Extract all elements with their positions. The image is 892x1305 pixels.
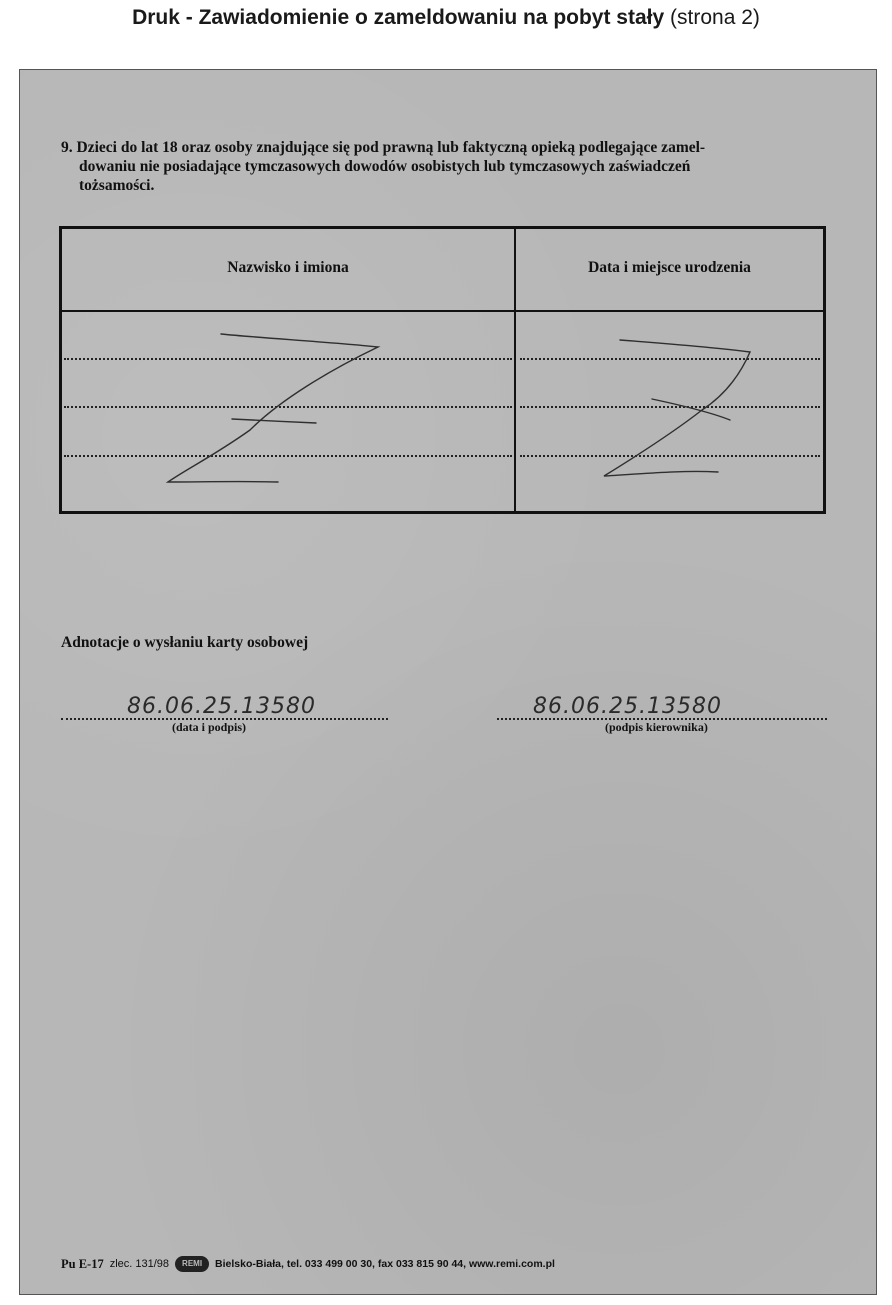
section-9-line-3: tożsamości. — [79, 177, 155, 194]
page-title-main: Druk - Zawiadomienie o zameldowaniu na pobyt stały — [132, 6, 665, 29]
section-9-line-1: 9. Dzieci do lat 18 oraz osoby znajdujące się pod prawną lub faktyczną opieką podlegające zamel- — [61, 139, 706, 156]
section-9-heading — [61, 138, 831, 195]
date-signature-caption: (data i podpis) — [172, 720, 247, 734]
date-signature-handwriting: 86.06.25.13580 — [127, 694, 316, 719]
column-header-name: Nazwisko i imiona — [227, 259, 349, 276]
page-title — [0, 6, 892, 30]
annotations-heading: Adnotacje o wysłaniu karty osobowej — [61, 634, 309, 651]
birth-entry-line-1 — [520, 358, 820, 360]
publisher-contact: Bielsko-Biała, tel. 033 499 00 30, fax 033 815 90 44, www.remi.com.pl — [215, 1258, 555, 1270]
page-title-suffix: (strona 2) — [670, 6, 760, 29]
form-code: Pu E-17 — [61, 1256, 104, 1271]
birth-entry-line-3 — [520, 455, 820, 457]
manager-signature-caption: (podpis kierownika) — [605, 720, 708, 734]
manager-signature-handwriting: 86.06.25.13580 — [533, 694, 722, 719]
children-table — [59, 226, 826, 514]
publisher-logo-icon: REMI — [175, 1256, 209, 1272]
manager-signature-field — [497, 696, 827, 736]
date-signature-field — [61, 696, 388, 736]
name-entry-line-2 — [64, 406, 512, 408]
section-9-line-2: dowaniu nie posiadające tymczasowych dowodów osobistych lub tymczasowych zaświadczeń — [79, 158, 691, 175]
birth-entry-line-2 — [520, 406, 820, 408]
name-entry-line-1 — [64, 358, 512, 360]
column-header-birth: Data i miejsce urodzenia — [588, 259, 751, 276]
table-header-divider — [62, 310, 823, 312]
print-order: zlec. 131/98 — [109, 1258, 170, 1270]
name-entry-line-3 — [64, 455, 512, 457]
form-footer — [61, 1256, 555, 1272]
